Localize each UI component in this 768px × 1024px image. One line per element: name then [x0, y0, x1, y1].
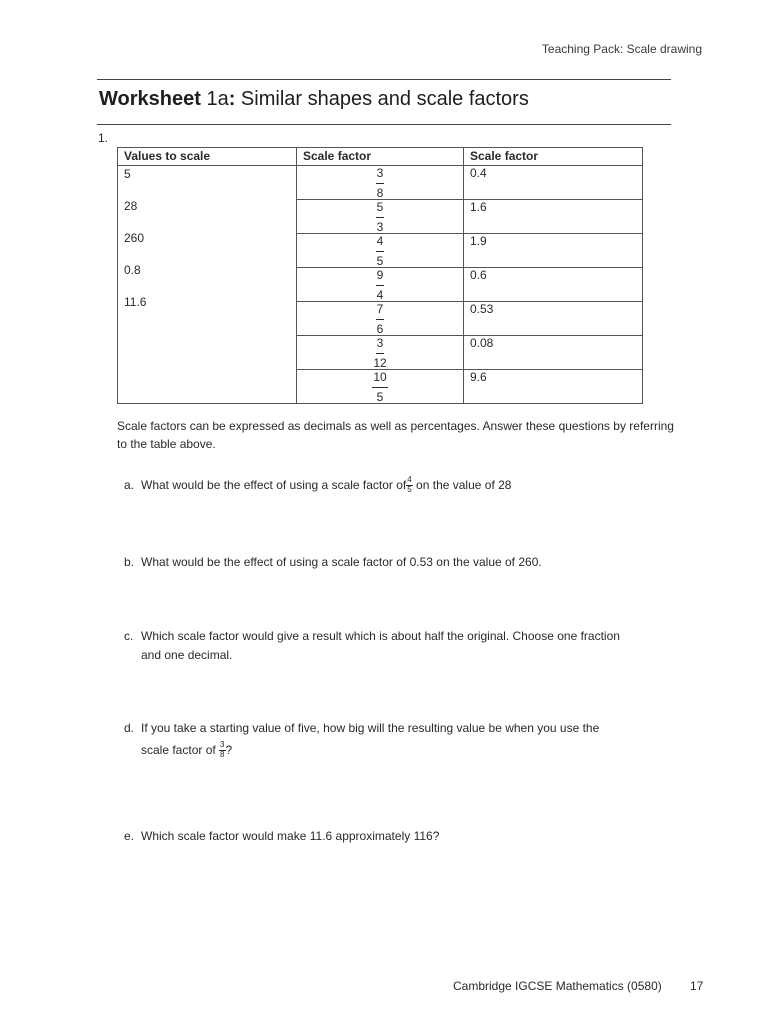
value-item: 0.8 — [124, 263, 141, 277]
fraction: $\frac{9}{4}$ — [376, 268, 384, 302]
question-text: and one decimal. — [141, 648, 233, 662]
decimal-cell: 1.6 — [464, 200, 643, 234]
question-a — [124, 476, 669, 495]
fraction: $\frac{7}{6}$ — [376, 302, 384, 336]
title-colon: : — [228, 88, 236, 110]
question-text: on the value of 28 — [412, 478, 512, 492]
fraction-cell — [297, 234, 464, 268]
header-pack-title: Teaching Pack: Scale drawing — [541, 42, 702, 56]
decimal-cell: 0.08 — [464, 336, 643, 370]
question-number: 1. — [98, 131, 109, 145]
fraction: $\frac{5}{3}$ — [376, 200, 384, 234]
fraction-cell — [297, 302, 464, 336]
question-text: Which scale factor would give a result which is about half the original. Choose one fraction — [141, 629, 620, 643]
title-text: Similar shapes and scale factors — [235, 88, 529, 110]
value-item: 11.6 — [124, 295, 147, 309]
page-title — [99, 88, 529, 111]
fraction-cell — [297, 200, 464, 234]
question-text: If you take a starting value of five, how big will the resulting value be when you use the — [141, 721, 600, 735]
question-b — [124, 553, 669, 572]
fraction-cell — [297, 336, 464, 370]
decimal-cell: 1.9 — [464, 234, 643, 268]
table-row — [118, 166, 643, 200]
intro-paragraph: Scale factors can be expressed as decimals as well as percentages. Answer these questions by referring to the table above. — [117, 419, 674, 451]
question-label: c. — [124, 629, 134, 643]
fraction: $\frac{10}{5}$ — [373, 370, 387, 404]
question-label: d. — [124, 721, 135, 735]
fraction-cell — [297, 166, 464, 200]
decimal-cell: 0.6 — [464, 268, 643, 302]
question-c — [124, 627, 669, 665]
value-item: 260 — [124, 231, 145, 245]
fraction: $\frac{4}{5}$ — [376, 234, 384, 268]
question-text: ? — [225, 743, 233, 757]
decimal-cell: 0.4 — [464, 166, 643, 200]
value-item: 28 — [124, 199, 138, 213]
fraction-cell — [297, 370, 464, 404]
values-to-scale-cell — [118, 166, 297, 404]
title-prefix: Worksheet — [99, 88, 201, 110]
table-header-row — [118, 148, 643, 166]
header-scale-factor-fraction: Scale factor — [297, 148, 464, 166]
question-label: a. — [124, 478, 135, 492]
title-divider — [97, 124, 671, 125]
question-text: What would be the effect of using a scale factor of 0.53 on the value of 260. — [141, 555, 542, 569]
question-text: scale factor of — [141, 743, 220, 757]
footer-page-number: 17 — [690, 979, 704, 993]
fraction: $\frac{3}{8}$ — [376, 166, 384, 200]
value-item: 5 — [124, 167, 131, 181]
footer-course-title: Cambridge IGCSE Mathematics (0580) — [453, 979, 662, 993]
question-e — [124, 827, 669, 846]
header-values-to-scale: Values to scale — [118, 148, 297, 166]
question-text: Which scale factor would make 11.6 approximately 116? — [141, 829, 440, 843]
question-label: e. — [124, 829, 135, 843]
decimal-cell: 9.6 — [464, 370, 643, 404]
top-divider — [97, 79, 671, 80]
fraction: $\frac{3}{12}$ — [373, 336, 387, 370]
header-scale-factor-decimal: Scale factor — [464, 148, 643, 166]
decimal-cell: 0.53 — [464, 302, 643, 336]
question-d — [124, 719, 669, 760]
question-text: What would be the effect of using a scale factor of — [141, 478, 407, 492]
inline-fraction: $\frac{3}{8}$ — [220, 739, 225, 759]
title-number: 1a — [200, 88, 229, 110]
scale-factor-table — [117, 147, 643, 404]
inline-fraction: $\frac{4}{5}$ — [407, 474, 412, 494]
fraction-cell — [297, 268, 464, 302]
question-label: b. — [124, 555, 135, 569]
